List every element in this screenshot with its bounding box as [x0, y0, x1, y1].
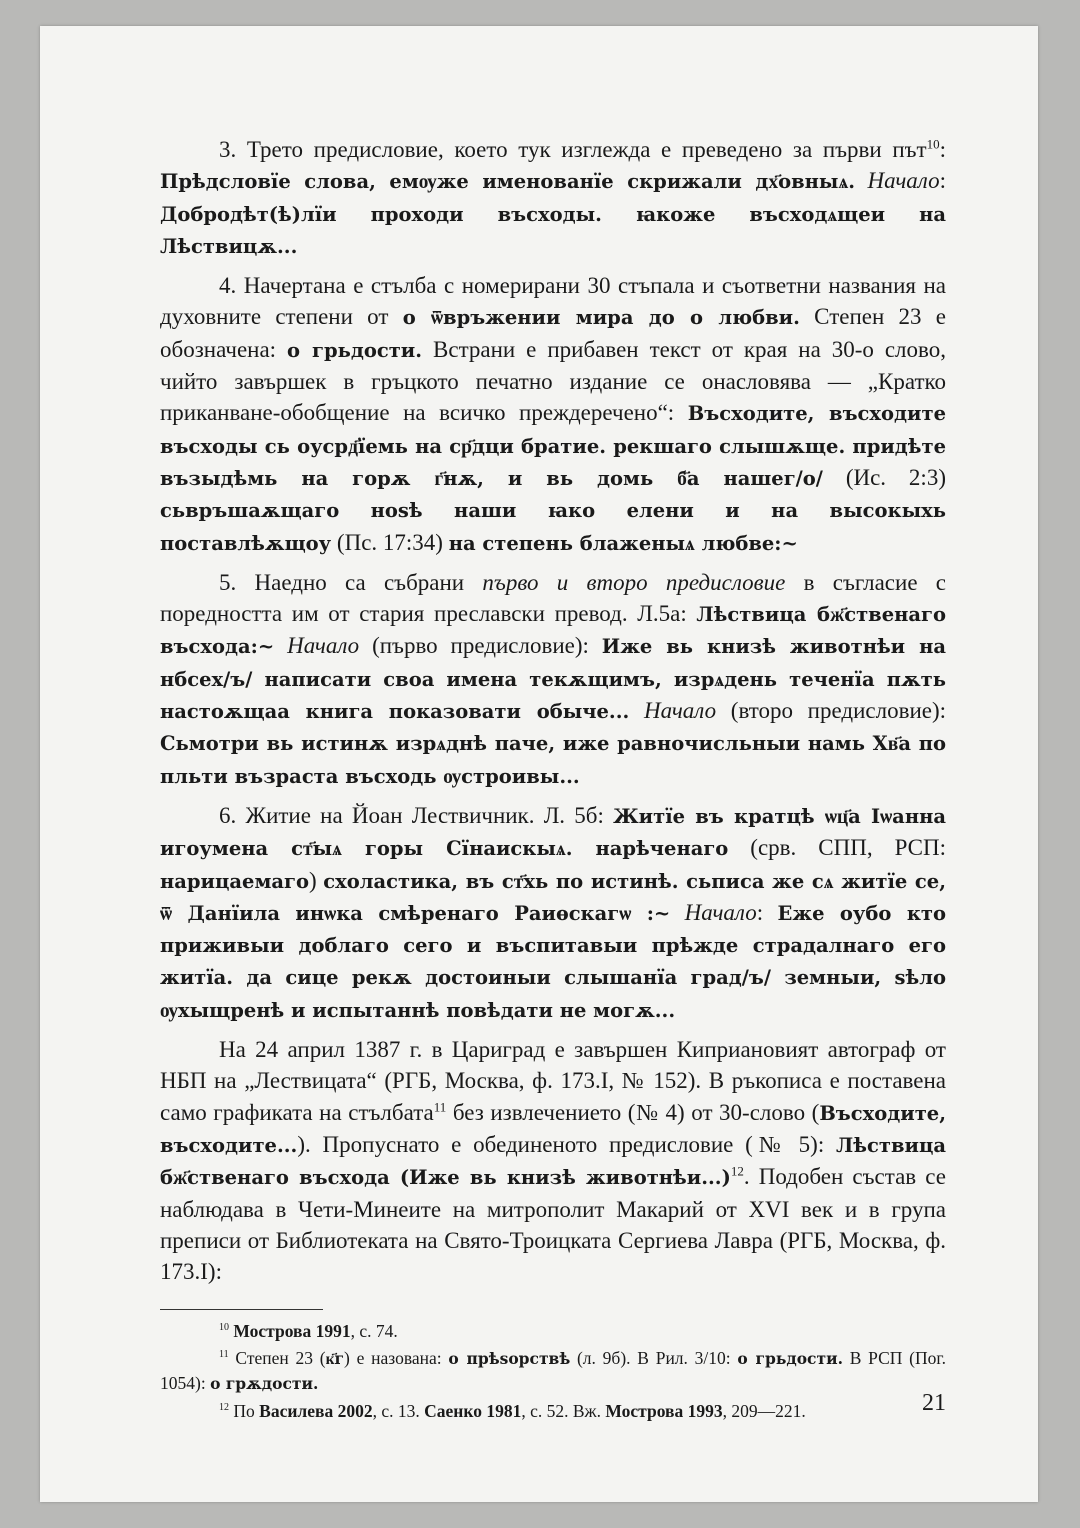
church-slavonic-quote: Добродѣт(ѣ)лїи проходи въсходы. ꙗкоже въсходѧщеи на Лѣствицѫ... — [160, 202, 946, 258]
paragraph-4: 4. Начертана е стълба с номерирани 30 стъпала и съответни названия на духовните степени от о ѿвръжении мира до о любви. Степен 23 е обозначена: о грьдости. Встрани е прибавен текст от края на 30-о слово, чийто завършек в гръцкото печатно издание се онасловява — „Кратко приканване-обобщение на всичко преждеречено“: Въсходите, въсходите въсходы сь оусрд҃їемь на ср҃дци братие. рекшаго слышѫще. придѣте възыдѣмь на горѫ г҃нѫ, и вь домь б҃а нашег/о/ (Ис. 2:3) сьвръшаѫщаго ноѕѣ наши ꙗко елени и на высокыхь поставлѣѫщоу (Пс. 17:34) на степень блаженыѧ любве:~ — [160, 273, 947, 555]
church-slavonic-quote: Въсходите, въсходите... — [160, 1101, 946, 1157]
church-slavonic-quote: сьвръшаѫщаго ноѕѣ наши ꙗко елени и на высокыхь поставлѣѫщоу — [160, 499, 946, 555]
paragraph-autograph: На 24 април 1387 г. в Цариград е завършен Киприановият автограф от НБП на „Лествицата“ (РГБ, Москва, ф. 173.I, № 152). В ръкописа е поставена само графиката на стълбата$^{11}$ без извлечението (№ 4) от 30-слово (Въсходите, въсходите...). Пропуснато е обединеното предисловие (№ 5): Лѣствица бж҃ственаго въсхода (Иже вь книзѣ животнѣи...)$^{12}$. Подобен състав се наблюдава в Чети-Минеите на митрополит Макарий от XVI век и в група преписи от Библиотеката на Свято-Троицката Сергиева Лавра (РГБ, Москва, ф. 173.I): — [160, 1037, 946, 1285]
church-slavonic-quote: Иже вь книзѣ животнѣи на нбсех/ъ/ написати своа имена текѫщимъ, изрѧдень теченїа пѫть настоѫщаа книга показовати обыче... — [160, 635, 946, 724]
paragraph-3: 3. Трето предисловие, което тук изглежда е преведено за първи път$^{10}$: Прѣдсловїе слова, емѹже именованїе скрижали дх҃овныѧ. Начало: Добродѣт(ѣ)лїи проходи въсходы. ꙗкоже въсходѧщеи на Лѣствицѫ... — [160, 136, 946, 258]
church-slavonic-quote: о грьдости. — [287, 338, 423, 362]
paragraph-6: 6. Житие на Йоан Лествичник. Л. 5б: Житїе въ кратцѣ ѡц҃а Іѡанна игоумена ст҃ыѧ горы Сїнаискыѧ. нарѣченаго (срв. СПП, РСП: нарицаемаго) схоластика, въ ст҃хь по истинѣ. сьписа же сѧ житїе се, ѿ Данїила инѡка смѣренаго Раиѳскагѡ :~ Начало: Еже оубо кто приживыи доблаго сего и въспитавыи прѣжде страдалнаго его житїа. да сице рекѫ достоиныи слышанїа град/ъ/ земныи, ѕѣло ѹхыщренѣ и испытаннѣ повѣдати не могѫ... — [160, 802, 947, 1022]
page-number: 21 — [922, 1390, 946, 1416]
church-slavonic-quote: Житїе въ кратцѣ ѡц҃а Іѡанна игоумена ст҃ыѧ горы Сїнаискыѧ. нарѣченаго — [160, 804, 946, 861]
book-page — [40, 26, 1038, 1502]
church-slavonic-quote: на степень блаженыѧ любве:~ — [448, 531, 798, 555]
church-slavonic-quote: Прѣдсловїе слова, емѹже именованїе скрижали дх҃овныѧ. — [160, 170, 856, 194]
footnote-10: $^{10}$ Мострова 1991, с. 74. — [219, 1321, 398, 1342]
church-slavonic-quote: о ѿвръжении мира до о любви. — [402, 306, 800, 330]
footnote-divider — [160, 1309, 323, 1310]
church-slavonic-quote: Лѣствица бж҃ственаго въсхода (Иже вь книзѣ животнѣи...) — [160, 1133, 946, 1190]
church-slavonic-quote: Лѣствица бж҃ственаго въсхода:~ — [160, 603, 946, 659]
footnote-ref[interactable]: 10 — [926, 136, 940, 152]
church-slavonic-quote: Въсходите, въсходите въсходы сь оусрд҃їемь на ср҃дци братие. рекшаго слышѫще. придѣте възыдѣмь на горѫ г҃нѫ, и вь домь б҃а нашег/о/ — [160, 402, 946, 490]
church-slavonic-quote: Сьмотри вь истинѫ изрѧднѣ паче, иже равночисльныи намь Хв҃а по пльти възраста въсходь ѹстроивы... — [160, 732, 946, 788]
church-slavonic-quote: Еже оубо кто приживыи доблаго сего и въспитавыи прѣжде страдалнаго его житїа. да сице рекѫ достоиныи слышанїа град/ъ/ земныи, ѕѣло ѹхыщренѣ и испытаннѣ повѣдати не могѫ... — [160, 901, 947, 1022]
church-slavonic-quote: нарицаемаго — [160, 869, 309, 893]
paragraph-5: 5. Наедно са събрани първо и второ предисловие в съгласие с поредността им от стария преславски превод. Л.5а: Лѣствица бж҃ственаго въсхода:~ Начало (първо предисловие): Иже вь книзѣ животнѣи на нбсех/ъ/ написати своа имена текѫщимъ, изрѧдень теченїа пѫть настоѫщаа книга показовати обыче... Начало (второ предисловие): Сьмотри вь истинѫ изрѧднѣ паче, иже равночисльныи намь Хв҃а по пльти възраста въсходь ѹстроивы... — [160, 569, 947, 788]
footnote-12: $^{12}$ По Василева 2002, с. 13. Саенко 1981, с. 52. Вж. Мострова 1993, 209—221. — [219, 1400, 806, 1421]
footnote-ref[interactable]: 12 — [730, 1163, 744, 1179]
page-body — [160, 134, 946, 1425]
footnote-11: $^{11}$ Степен 23 (к҃г) е назована: о прѣѕорствѣ (л. 9б). В Рил. 3/10: о грьдости. В РСП (Пог. 1054): о грѫдости. — [160, 1347, 946, 1394]
footnote-ref[interactable]: 11 — [433, 1098, 447, 1114]
church-slavonic-quote: схоластика, въ ст҃хь по истинѣ. сьписа же сѧ житїе се, ѿ Данїила инѡка смѣренаго Раиѳскагѡ :~ — [160, 869, 947, 925]
